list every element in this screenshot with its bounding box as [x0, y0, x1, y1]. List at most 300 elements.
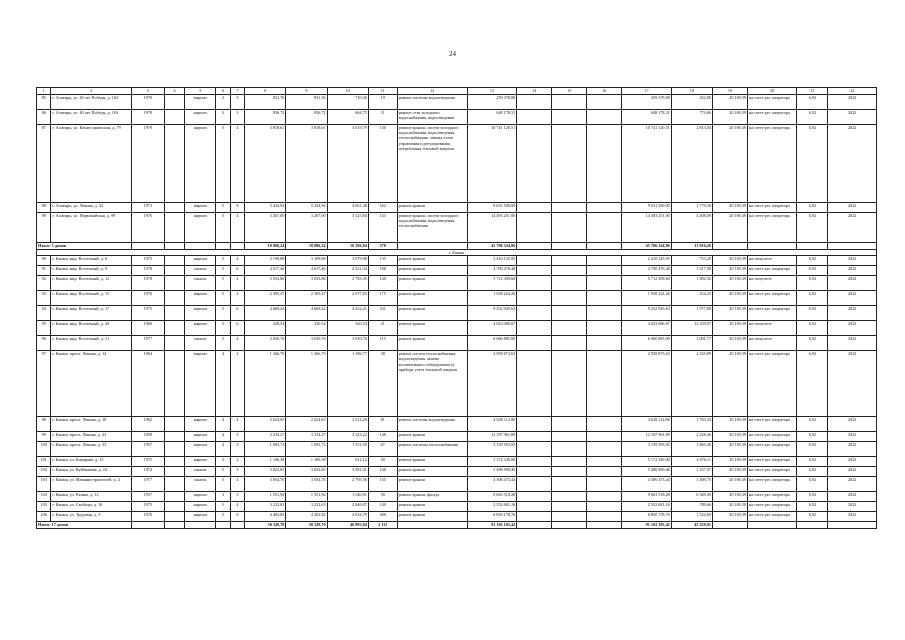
table-row: [37, 336, 877, 351]
empty-cell: [164, 522, 185, 529]
residents-cell: 11: [368, 110, 397, 125]
floors-cell: 5: [216, 256, 230, 266]
work-type-cell: ремонт системы водоотведения: [397, 417, 467, 432]
fund-method-cell: на счете рег. оператора: [748, 213, 797, 243]
column-number: 22: [828, 88, 877, 95]
year-cell: 1978: [131, 266, 164, 276]
empty-cell: [164, 276, 185, 291]
column-number: 3: [131, 88, 164, 95]
residents-cell: 231: [368, 306, 397, 321]
empty-cell: [164, 95, 185, 110]
table-row: [37, 467, 877, 477]
owner-funds-cell: 6 066 885,00: [622, 336, 671, 351]
rate-cell: 6,92: [797, 432, 828, 442]
table-row: [37, 502, 877, 512]
empty-cell: [517, 276, 552, 291]
cost-cell: 9 663 518,28: [467, 492, 516, 502]
limit-cost-cell: 20 169,39: [712, 266, 747, 276]
rate-cell: 6,92: [797, 266, 828, 276]
page-number: 24: [449, 50, 456, 58]
floors-cell: 5: [216, 276, 230, 291]
empty-cell: [828, 522, 877, 529]
limit-cost-cell: 20 169,39: [712, 502, 747, 512]
entrances-cell: 3: [230, 95, 244, 110]
limit-cost-cell: 20 169,39: [712, 321, 747, 336]
material-cell: кирпич: [185, 442, 216, 457]
year-cell: 1979: [131, 110, 164, 125]
empty-cell: [828, 243, 877, 250]
year-cell: 1962: [131, 417, 164, 432]
limit-cost-cell: 20 169,39: [712, 512, 747, 522]
empty-cell: [164, 467, 185, 477]
empty-cell: [587, 306, 622, 321]
residents-cell: 130: [368, 125, 397, 203]
empty-cell: [587, 266, 622, 276]
floors-cell: 5: [216, 125, 230, 203]
total-area-cell: 1 693,73: [245, 442, 286, 457]
owner-funds-cell: 4 700 476,48: [622, 266, 671, 276]
empty-cell: [552, 467, 587, 477]
residents-cell: 135: [368, 477, 397, 492]
address-cell: г. Алатырь, ул. Комиссариатская, д. 79: [51, 125, 131, 203]
fund-method-cell: на счете рег. оператора: [748, 306, 797, 321]
empty-cell: [587, 467, 622, 477]
unit-cost-cell: 1 977,80: [671, 306, 712, 321]
empty-cell: [131, 243, 164, 250]
floors-cell: 5: [216, 291, 230, 306]
work-type-cell: ремонт крыши: [397, 457, 467, 467]
entrances-cell: 8: [230, 203, 244, 213]
row-number: 103: [37, 477, 51, 492]
unit-cost-cell: 753,20: [671, 256, 712, 266]
empty-cell: [552, 256, 587, 266]
material-cell: кирпич: [185, 291, 216, 306]
column-number: 6: [216, 88, 230, 95]
empty-cell: [587, 457, 622, 467]
owner-funds-cell: 9 252 945,63: [622, 306, 671, 321]
area-cell: 1 106,38: [286, 457, 327, 467]
owner-funds-cell: 3 159 593,95: [622, 442, 671, 457]
row-number: 97: [37, 351, 51, 417]
plan-year-cell: 2022: [828, 95, 877, 110]
column-number: 8: [245, 88, 286, 95]
limit-cost-cell: 20 169,39: [712, 213, 747, 243]
plan-year-cell: 2022: [828, 512, 877, 522]
residents-cell: 50: [368, 457, 397, 467]
address-cell: г. Канаш, мкр. Восточный, д. 20: [51, 321, 131, 336]
unit-cost-cell: 2 335,89: [671, 351, 712, 417]
material-cell: кирпич: [185, 432, 216, 442]
plan-year-cell: 2022: [828, 276, 877, 291]
material-cell: кирпич: [185, 213, 216, 243]
living-area-sum: 16 396,84: [327, 243, 368, 250]
fund-method-cell: на спецсчете: [748, 276, 797, 291]
work-type-cell: ремонт крыши: [397, 321, 467, 336]
rate-cell: 6,92: [797, 203, 828, 213]
area-cell: 3 818,61: [286, 125, 327, 203]
owner-funds-cell: 12 187 961,89: [622, 432, 671, 442]
column-number: 1: [37, 88, 51, 95]
total-area-cell: 2 624,65: [245, 417, 286, 432]
material-cell: кирпич: [185, 95, 216, 110]
entrances-cell: 2: [230, 351, 244, 417]
work-type-cell: ремонт крыши: [397, 467, 467, 477]
rate-cell: 6,92: [797, 457, 828, 467]
area-cell: 3 199,88: [286, 256, 327, 266]
residents-cell: 19: [368, 95, 397, 110]
limit-cost-cell: 20 169,39: [712, 457, 747, 467]
owner-funds-cell: 648 178,31: [622, 110, 671, 125]
limit-cost-cell: 20 169,39: [712, 110, 747, 125]
plan-year-cell: 2022: [828, 467, 877, 477]
table-row: [37, 291, 877, 306]
fund-method-cell: на счете рег. оператора: [748, 125, 797, 203]
residents-cell: 148: [368, 467, 397, 477]
area-cell: 831,36: [286, 95, 327, 110]
cost-cell: 5 712 309,60: [467, 276, 516, 291]
empty-cell: [164, 477, 185, 492]
column-number: 20: [748, 88, 797, 95]
work-type-cell: ремонт систем теплоснабжения, водоотведения, замена коллективного (общедомового) прибора учета тепловой энергии: [397, 351, 467, 417]
empty-cell: [552, 243, 587, 250]
empty-cell: [552, 457, 587, 467]
rate-cell: 6,92: [797, 336, 828, 351]
plan-year-cell: 2022: [828, 336, 877, 351]
limit-cost-cell: 20 169,39: [712, 417, 747, 432]
empty-cell: [587, 351, 622, 417]
rate-cell: 6,92: [797, 213, 828, 243]
plan-year-cell: 2022: [828, 256, 877, 266]
table-row: [37, 442, 877, 457]
empty-cell: [552, 432, 587, 442]
fund-method-cell: на счете рег. оператора: [748, 95, 797, 110]
empty-cell: [517, 522, 552, 529]
work-type-cell: ремонт крыши: [397, 502, 467, 512]
owner-funds-cell: 2 410 145,95: [622, 256, 671, 266]
total-label: Итого: 17 домов: [37, 522, 132, 529]
floors-cell: 2: [216, 110, 230, 125]
empty-cell: [216, 522, 230, 529]
total-area-cell: 831,76: [245, 95, 286, 110]
empty-cell: [517, 467, 552, 477]
material-cell: кирпич: [185, 321, 216, 336]
entrances-cell: 6: [230, 321, 244, 336]
plan-year-cell: 2022: [828, 321, 877, 336]
empty-cell: [517, 266, 552, 276]
limit-cost-cell: 20 169,39: [712, 336, 747, 351]
residents-cell: 188: [368, 266, 397, 276]
row-number: 102: [37, 467, 51, 477]
plan-year-cell: 2022: [828, 432, 877, 442]
cost-cell: 9 631 500,00: [467, 203, 516, 213]
total-area-sum: 50 328,79: [245, 522, 286, 529]
living-area-cell: 1 551,05: [327, 442, 368, 457]
residents-sum: 578: [368, 243, 397, 250]
empty-cell: [216, 243, 230, 250]
table-row: [37, 417, 877, 432]
owner-funds-cell: 5 172 349,00: [622, 457, 671, 467]
address-cell: г. Канаш, мкр. Восточный, д. 21: [51, 336, 131, 351]
table-row: [37, 432, 877, 442]
table-row: [37, 351, 877, 417]
empty-cell: [552, 442, 587, 457]
living-area-cell: 4 661,48: [327, 203, 368, 213]
owner-funds-cell: 5 496 900,46: [622, 467, 671, 477]
empty-cell: [552, 512, 587, 522]
unit-cost-cell: 2 813,04: [671, 125, 712, 203]
empty-cell: [587, 417, 622, 432]
empty-cell: [587, 125, 622, 203]
unit-cost-cell: 6 349,49: [671, 492, 712, 502]
entrances-cell: 3: [230, 492, 244, 502]
empty-cell: [517, 512, 552, 522]
residents-cell: 140: [368, 276, 397, 291]
owner-funds-cell: 9 631 500,00: [622, 203, 671, 213]
fund-method-cell: на счете рег. оператора: [748, 477, 797, 492]
empty-cell: [587, 95, 622, 110]
unit-cost-sum: 13 916,26: [671, 243, 712, 250]
empty-cell: [517, 95, 552, 110]
unit-cost-cell: 1 882,92: [671, 276, 712, 291]
limit-cost-cell: 20 169,39: [712, 492, 747, 502]
column-number: 4: [164, 88, 185, 95]
fund-method-cell: на счете рег. оператора: [748, 432, 797, 442]
owner-funds-cell: 6 850 178,76: [622, 512, 671, 522]
limit-cost-cell: 20 169,39: [712, 432, 747, 442]
table-row: [37, 492, 877, 502]
entrances-cell: 4: [230, 477, 244, 492]
empty-cell: [712, 522, 747, 529]
owner-funds-cell: 1 938 224,26: [622, 291, 671, 306]
empty-cell: [164, 457, 185, 467]
floors-cell: 5: [216, 467, 230, 477]
empty-cell: [517, 321, 552, 336]
empty-cell: [552, 351, 587, 417]
table-row: [37, 203, 877, 213]
column-number: 10: [327, 88, 368, 95]
limit-cost-cell: 20 169,39: [712, 95, 747, 110]
work-type-cell: ремонт крыши, систем холодного водоснабжения, водоотведения, теплоснабжения, замена узлов управления и регулирования потребления тепловой энергии: [397, 125, 467, 203]
cost-cell: 12 187 961,89: [467, 432, 516, 442]
row-number: 88: [37, 203, 51, 213]
living-area-cell: 3 581,01: [327, 467, 368, 477]
plan-year-cell: 2022: [828, 502, 877, 512]
area-cell: 3 234,27: [286, 432, 327, 442]
unit-cost-cell: 789,66: [671, 502, 712, 512]
residents-cell: 21: [368, 321, 397, 336]
empty-cell: [517, 306, 552, 321]
plan-year-cell: 2022: [828, 457, 877, 467]
work-type-cell: ремонт крыши, систем холодного водоснабжения, водоотведения, теплоснабжения: [397, 213, 467, 243]
living-area-cell: 320,54: [327, 321, 368, 336]
year-cell: 1957: [131, 492, 164, 502]
residents-cell: 200: [368, 512, 397, 522]
cost-cell: 6 850 178,76: [467, 512, 516, 522]
floors-cell: 5: [216, 336, 230, 351]
material-cell: кирпич: [185, 256, 216, 266]
living-area-cell: 1 540,91: [327, 492, 368, 502]
limit-cost-cell: 20 169,39: [712, 442, 747, 457]
column-number: 13: [467, 88, 516, 95]
living-area-cell: 2 514,29: [327, 417, 368, 432]
rate-cell: 6,92: [797, 291, 828, 306]
work-type-cell: ремонт крыши: [397, 276, 467, 291]
work-type-cell: ремонт крыши: [397, 306, 467, 321]
unit-cost-cell: 1 865,46: [671, 442, 712, 457]
living-area-cell: 3 143,22: [327, 432, 368, 442]
material-cell: кирпич: [185, 512, 216, 522]
address-cell: г. Канаш, просп. Ленина, д. 14: [51, 351, 131, 417]
fund-method-cell: на спецсчете: [748, 321, 797, 336]
total-area-cell: 3 818,61: [245, 125, 286, 203]
empty-cell: [552, 417, 587, 432]
entrances-cell: 3: [230, 432, 244, 442]
unit-cost-cell: 1 437,97: [671, 467, 712, 477]
total-area-cell: 2 395,47: [245, 291, 286, 306]
entrances-cell: 4: [230, 417, 244, 432]
plan-year-cell: 2022: [828, 351, 877, 417]
fund-method-cell: на счете рег. оператора: [748, 266, 797, 276]
total-area-cell: 3 234,27: [245, 432, 286, 442]
table-row: [37, 256, 877, 266]
cost-sum: 45 706 344,86: [467, 243, 516, 250]
living-area-sum: 46 893,84: [327, 522, 368, 529]
material-cell: панель: [185, 276, 216, 291]
unit-cost-cell: 1 763,33: [671, 417, 712, 432]
living-area-cell: 3 619,79: [327, 125, 368, 203]
row-number: 106: [37, 512, 51, 522]
entrances-cell: 2: [230, 457, 244, 467]
row-number: 101: [37, 457, 51, 467]
empty-cell: [552, 502, 587, 512]
empty-cell: [552, 266, 587, 276]
residents-cell: 38: [368, 351, 397, 417]
floors-cell: 5: [216, 502, 230, 512]
year-cell: 1976: [131, 213, 164, 243]
address-cell: г. Алатырь, ул. Ленина, д. 42: [51, 203, 131, 213]
rate-cell: 6,92: [797, 477, 828, 492]
area-cell: 3 054,76: [286, 477, 327, 492]
area-cell: 4 617,46: [286, 266, 327, 276]
row-number: 87: [37, 125, 51, 203]
empty-cell: [517, 477, 552, 492]
empty-cell: [587, 477, 622, 492]
fund-method-cell: на счете рег. оператора: [748, 457, 797, 467]
living-area-cell: 2 783,39: [327, 276, 368, 291]
floors-cell: 5: [216, 321, 230, 336]
table-row: [37, 512, 877, 522]
cost-cell: 1 938 224,26: [467, 291, 516, 306]
empty-cell: [587, 110, 622, 125]
area-cell: 3 030,76: [286, 336, 327, 351]
empty-cell: [552, 203, 587, 213]
row-number: 89: [37, 213, 51, 243]
area-cell: 3 267,00: [286, 213, 327, 243]
area-cell: 2 395,47: [286, 291, 327, 306]
plan-year-cell: 2022: [828, 417, 877, 432]
empty-cell: [587, 256, 622, 266]
total-area-cell: 3 232,63: [245, 502, 286, 512]
plan-year-cell: 2022: [828, 213, 877, 243]
empty-cell: [552, 276, 587, 291]
row-number: 100: [37, 442, 51, 457]
owner-funds-cell: 2 552 681,16: [622, 502, 671, 512]
cost-cell: 4 700 476,48: [467, 266, 516, 276]
floors-cell: 2: [216, 95, 230, 110]
residents-cell: 148: [368, 432, 397, 442]
floors-cell: 4: [216, 442, 230, 457]
empty-cell: [517, 243, 552, 250]
work-type-cell: ремонт крыши: [397, 266, 467, 276]
material-cell: панель: [185, 467, 216, 477]
row-number: 90: [37, 256, 51, 266]
rate-cell: 6,92: [797, 417, 828, 432]
fund-method-cell: на счете рег. оператора: [748, 502, 797, 512]
year-cell: 1978: [131, 276, 164, 291]
material-cell: кирпич: [185, 492, 216, 502]
fund-method-cell: на счете рег. оператора: [748, 110, 797, 125]
empty-cell: [552, 110, 587, 125]
entrances-cell: 6: [230, 306, 244, 321]
empty-cell: [164, 492, 185, 502]
empty-cell: [164, 351, 185, 417]
table-row: [37, 110, 877, 125]
material-cell: панель: [185, 336, 216, 351]
owner-funds-cell: 5 712 309,60: [622, 276, 671, 291]
fund-method-cell: на счете рег. оператора: [748, 512, 797, 522]
owner-funds-cell: 4 628 112,86: [622, 417, 671, 432]
column-number: 16: [587, 88, 622, 95]
owner-funds-cell: 2 958 873,63: [622, 351, 671, 417]
total-area-cell: 3 033,86: [245, 276, 286, 291]
plan-year-cell: 2022: [828, 110, 877, 125]
row-number: 99: [37, 432, 51, 442]
empty-cell: [517, 110, 552, 125]
living-area-cell: 2 846,07: [327, 502, 368, 512]
area-cell: 4 492,82: [286, 512, 327, 522]
floors-cell: 4: [216, 432, 230, 442]
year-cell: 1960: [131, 321, 164, 336]
empty-cell: [517, 213, 552, 243]
plan-year-cell: 2022: [828, 306, 877, 321]
empty-cell: [517, 492, 552, 502]
empty-cell: [164, 321, 185, 336]
fund-method-cell: на счете рег. оператора: [748, 291, 797, 306]
living-area-cell: 1 186,77: [327, 351, 368, 417]
cost-cell: 10 741 120,51: [467, 125, 516, 203]
floors-cell: 3: [216, 457, 230, 467]
floors-cell: 3: [216, 492, 230, 502]
unit-cost-cell: 1 017,98: [671, 266, 712, 276]
empty-cell: [552, 95, 587, 110]
total-area-cell: 3 267,00: [245, 213, 286, 243]
area-cell: 320,54: [286, 321, 327, 336]
total-row: [37, 522, 877, 529]
fund-method-cell: на счете рег. оператора: [748, 417, 797, 432]
address-cell: г. Канаш, ул. Трудовая, д. 5: [51, 512, 131, 522]
total-area-cell: 1 551,94: [245, 492, 286, 502]
row-number: 94: [37, 306, 51, 321]
fund-method-cell: на счете рег. оператора: [748, 492, 797, 502]
owner-funds-cell: 4 023 086,87: [622, 321, 671, 336]
empty-cell: [164, 432, 185, 442]
limit-cost-cell: 20 169,39: [712, 256, 747, 266]
empty-cell: [164, 266, 185, 276]
empty-cell: [587, 512, 622, 522]
address-cell: г. Канаш, ул. Комарова, д. 15: [51, 457, 131, 467]
empty-cell: [517, 203, 552, 213]
column-number: 19: [712, 88, 747, 95]
